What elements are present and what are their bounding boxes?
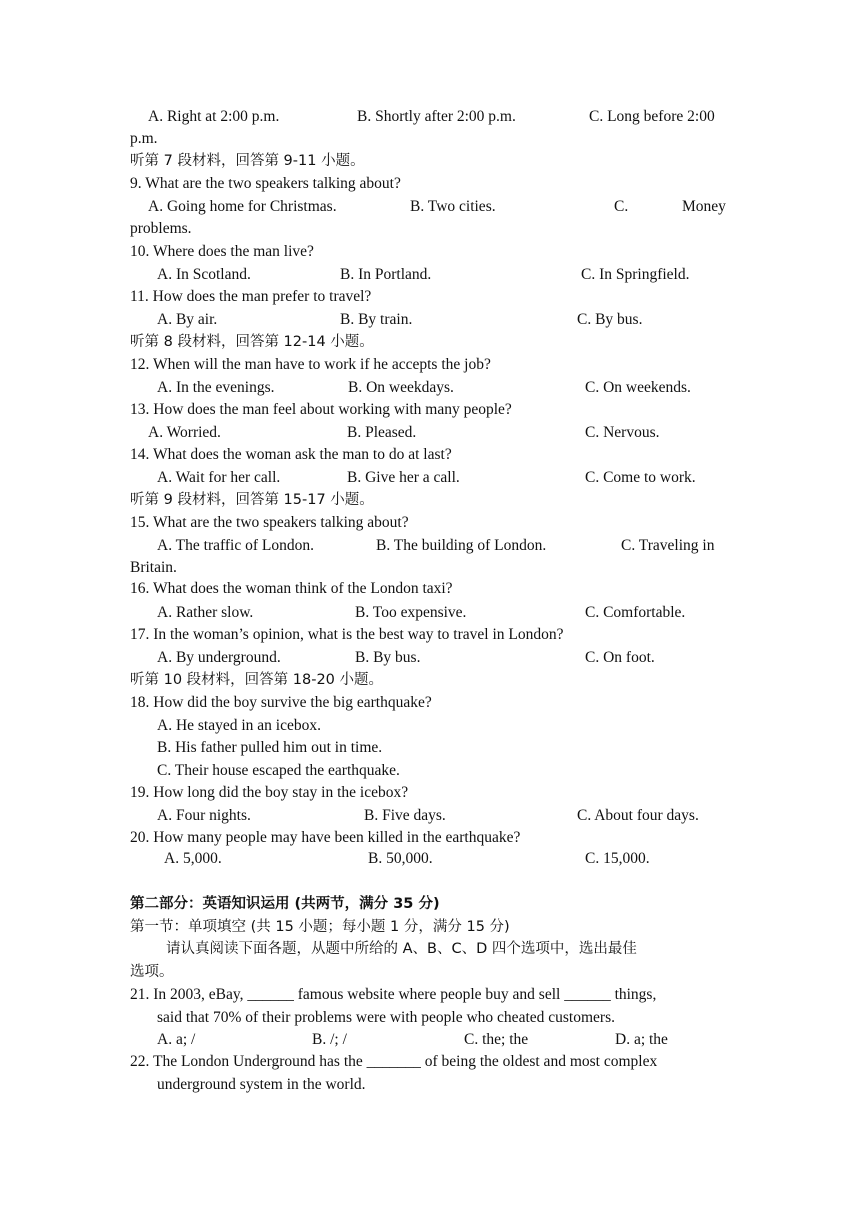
q22-stem-line-2: underground system in the world. [157, 1076, 366, 1093]
q16-options-row [0, 602, 860, 624]
q21-options-row [0, 1029, 860, 1051]
q15-option-b: B. The building of London. [376, 537, 547, 554]
q19-option-a: A. Four nights. [157, 807, 251, 824]
part-2-title: 第二部分：英语知识运用 (共两节，满分 35 分) [130, 896, 440, 912]
q20-stem-line [0, 827, 860, 849]
q18-option-c-line [0, 760, 860, 782]
q17-stem-line [0, 624, 860, 646]
q14-stem: 14. What does the woman ask the man to do at last? [130, 446, 452, 463]
q11-option-b: B. By train. [340, 311, 413, 328]
q9-stem: 9. What are the two speakers talking about? [130, 175, 401, 192]
q8-options-row [0, 106, 860, 128]
q13-option-a: A. Worried. [148, 424, 221, 441]
q11-stem-line [0, 286, 860, 308]
q18-stem: 18. How did the boy survive the big earthquake? [130, 694, 432, 711]
q10-options-row [0, 264, 860, 286]
q20-option-c: C. 15,000. [585, 850, 650, 867]
q10-option-c: C. In Springfield. [581, 266, 690, 283]
q17-option-c: C. On foot. [585, 649, 655, 666]
q21-line-2 [0, 1007, 860, 1029]
q12-options-row [0, 377, 860, 399]
q10-stem: 10. Where does the man live? [130, 243, 314, 260]
q9-option-c-wrap: problems. [130, 220, 192, 237]
section-7-heading: 听第 7 段材料，回答第 9-11 小题。 [130, 153, 365, 169]
q20-option-b: B. 50,000. [368, 850, 433, 867]
q11-option-c: C. By bus. [577, 311, 643, 328]
q12-stem-line [0, 354, 860, 376]
part-2-section-1-heading: 第一节：单项填空 (共 15 小题；每小题 1 分，满分 15 分) [130, 919, 510, 935]
q18-option-c: C. Their house escaped the earthquake. [157, 762, 400, 779]
q8-option-a: A. Right at 2:00 p.m. [148, 108, 280, 125]
q19-option-b: B. Five days. [364, 807, 446, 824]
q15-stem-line [0, 512, 860, 534]
q11-options-row [0, 309, 860, 331]
q21-option-b: B. /; / [312, 1031, 347, 1048]
q11-stem: 11. How does the man prefer to travel? [130, 288, 372, 305]
q20-option-a: A. 5,000. [164, 850, 222, 867]
q9-options-row [0, 196, 860, 218]
q9-option-c-wrap-line [0, 218, 860, 240]
q16-option-c: C. Comfortable. [585, 604, 686, 621]
q13-options-row [0, 422, 860, 444]
q13-stem: 13. How does the man feel about working with many people? [130, 401, 512, 418]
q15-option-c-wrap-line [0, 557, 860, 579]
q17-stem: 17. In the woman’s opinion, what is the best way to travel in London? [130, 626, 564, 643]
q19-options-row [0, 805, 860, 827]
q21-stem-line-1: 21. In 2003, eBay, ______ famous website where people buy and sell ______ things, [130, 986, 657, 1003]
q9-option-c-letter: C. [614, 198, 629, 215]
q8-option-c-wrap: p.m. [130, 130, 158, 147]
section-9-heading: 听第 9 段材料，回答第 15-17 小题。 [130, 492, 374, 508]
q9-option-b: B. Two cities. [410, 198, 496, 215]
q15-option-c-wrap: Britain. [130, 559, 177, 576]
q21-option-d: D. a; the [615, 1031, 668, 1048]
q15-options-row [0, 535, 860, 557]
q20-options-row [0, 848, 860, 870]
q9-stem-line [0, 173, 860, 195]
q21-stem-line-2: said that 70% of their problems were with people who cheated customers. [157, 1009, 615, 1026]
q13-option-b: B. Pleased. [347, 424, 417, 441]
q8-option-b: B. Shortly after 2:00 p.m. [357, 108, 516, 125]
q10-stem-line [0, 241, 860, 263]
q21-option-a: A. a; / [157, 1031, 196, 1048]
q15-stem: 15. What are the two speakers talking about? [130, 514, 409, 531]
q11-option-a: A. By air. [157, 311, 218, 328]
section-10-heading: 听第 10 段材料，回答第 18-20 小题。 [130, 672, 384, 688]
q9-option-a: A. Going home for Christmas. [148, 198, 337, 215]
q18-option-a-line [0, 715, 860, 737]
q12-option-b: B. On weekdays. [348, 379, 454, 396]
q16-option-b: B. Too expensive. [355, 604, 467, 621]
q21-option-c: C. the; the [464, 1031, 529, 1048]
q9-option-c-text: Money [682, 198, 726, 215]
q20-stem: 20. How many people may have been killed in the earthquake? [130, 829, 521, 846]
q16-stem: 16. What does the woman think of the London taxi? [130, 580, 453, 597]
q22-stem-line-1: 22. The London Underground has the _______ of being the oldest and most complex [130, 1053, 658, 1070]
instruction-line-2: 选项。 [130, 964, 174, 980]
q14-option-a: A. Wait for her call. [157, 469, 281, 486]
q13-stem-line [0, 399, 860, 421]
q18-option-b: B. His father pulled him out in time. [157, 739, 383, 756]
q22-line-2 [0, 1074, 860, 1096]
q18-option-a: A. He stayed in an icebox. [157, 717, 321, 734]
q15-option-c: C. Traveling in [621, 537, 715, 554]
q14-options-row [0, 467, 860, 489]
q17-options-row [0, 647, 860, 669]
q19-option-c: C. About four days. [577, 807, 699, 824]
q17-option-b: B. By bus. [355, 649, 421, 666]
q10-option-a: A. In Scotland. [157, 266, 251, 283]
q19-stem-line [0, 782, 860, 804]
q16-option-a: A. Rather slow. [157, 604, 254, 621]
q15-option-a: A. The traffic of London. [157, 537, 314, 554]
q19-stem: 19. How long did the boy stay in the icebox? [130, 784, 409, 801]
q12-stem: 12. When will the man have to work if he accepts the job? [130, 356, 491, 373]
q14-option-c: C. Come to work. [585, 469, 696, 486]
q8-option-c-wrap-line [0, 128, 860, 150]
instruction-line-1: 请认真阅读下面各题，从题中所给的 A、B、C、D 四个选项中，选出最佳 [166, 941, 637, 957]
q13-option-c: C. Nervous. [585, 424, 660, 441]
q14-option-b: B. Give her a call. [347, 469, 460, 486]
section-8-heading: 听第 8 段材料，回答第 12-14 小题。 [130, 334, 374, 350]
q12-option-a: A. In the evenings. [157, 379, 275, 396]
q22-line-1 [0, 1051, 860, 1073]
q21-line-1 [0, 984, 860, 1006]
q17-option-a: A. By underground. [157, 649, 281, 666]
q18-stem-line [0, 692, 860, 714]
q16-stem-line [0, 578, 860, 600]
q10-option-b: B. In Portland. [340, 266, 432, 283]
q18-option-b-line [0, 737, 860, 759]
q12-option-c: C. On weekends. [585, 379, 691, 396]
q14-stem-line [0, 444, 860, 466]
q8-option-c: C. Long before 2:00 [589, 108, 715, 125]
